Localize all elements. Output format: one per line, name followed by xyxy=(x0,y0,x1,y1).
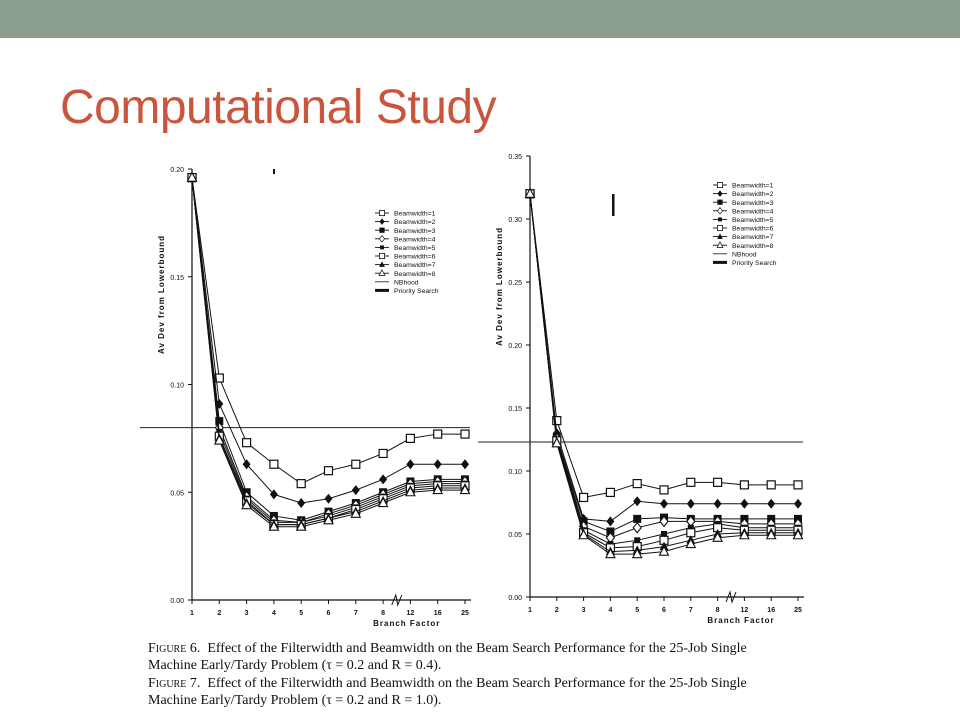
data-point-bw1 xyxy=(379,449,387,457)
legend-label: Priority Search xyxy=(732,260,777,267)
x-tick-label: 6 xyxy=(326,610,331,617)
y-tick-label: 0.20 xyxy=(170,167,184,174)
legend-label: NBhood xyxy=(394,279,419,287)
caption-figure-6 xyxy=(148,640,828,674)
legend-label: Priority Search xyxy=(394,288,439,295)
x-tick-label: 1 xyxy=(528,607,532,614)
data-point-bw1 xyxy=(633,480,641,488)
data-point-bw1 xyxy=(660,486,668,494)
y-tick-label: 0.10 xyxy=(508,469,522,476)
data-point-bw2 xyxy=(325,494,333,504)
legend-marker xyxy=(717,208,722,215)
x-tick-label: 12 xyxy=(406,610,415,617)
slide-title: Computational Study xyxy=(60,81,497,134)
data-point-bw2 xyxy=(687,499,695,509)
x-tick-label: 16 xyxy=(433,610,442,617)
data-point-bw2 xyxy=(714,499,722,509)
data-point-bw2 xyxy=(767,499,775,509)
legend-marker xyxy=(379,210,384,215)
x-tick-label: 2 xyxy=(554,607,559,614)
data-point-bw1 xyxy=(767,481,775,489)
scan-mark xyxy=(612,194,615,216)
data-point-bw1 xyxy=(297,480,305,488)
legend-marker xyxy=(717,233,723,239)
legend-label: Beamwidth=5 xyxy=(732,217,774,224)
x-tick-label: 3 xyxy=(244,610,249,617)
legend-label: Beamwidth=3 xyxy=(394,227,436,235)
data-point-bw3 xyxy=(633,515,641,523)
legend-label: Beamwidth=2 xyxy=(732,191,774,199)
legend-marker xyxy=(717,182,722,187)
data-point-bw1 xyxy=(606,488,614,496)
data-point-bw1 xyxy=(270,460,278,468)
caption-text: Effect of the Filterwidth and Beamwidth on the Beam Search Performance for the 25-Job Single xyxy=(207,676,747,691)
scan-mark xyxy=(273,169,275,174)
y-tick-label: 0.10 xyxy=(170,382,184,390)
y-axis-label: Av Dev from Lowerbound xyxy=(157,234,166,355)
y-tick-label: 0.05 xyxy=(508,532,522,539)
legend-label: Beamwidth=4 xyxy=(394,236,436,244)
legend-label: Beamwidth=3 xyxy=(732,199,774,207)
y-tick-label: 0.30 xyxy=(508,217,522,224)
legend-label: Beamwidth=1 xyxy=(732,182,774,190)
axis-break-mark xyxy=(392,595,402,605)
data-point-bw1 xyxy=(325,467,333,475)
x-tick-label: 12 xyxy=(740,607,749,614)
legend-label: Beamwidth=8 xyxy=(732,242,774,250)
legend-marker xyxy=(379,218,384,225)
data-point-bw2 xyxy=(434,459,442,469)
data-point-bw2 xyxy=(794,499,802,509)
data-point-bw1 xyxy=(243,439,251,447)
x-tick-label: 5 xyxy=(299,610,304,617)
legend-label: Beamwidth=7 xyxy=(394,262,436,270)
x-tick-label: 4 xyxy=(608,607,613,614)
legend-marker xyxy=(717,190,722,197)
y-tick-label: 0.35 xyxy=(508,154,522,161)
legend-marker xyxy=(717,242,723,248)
x-tick-label: 4 xyxy=(271,610,276,617)
y-tick-label: 0.20 xyxy=(508,343,522,350)
legend-label: Beamwidth=5 xyxy=(394,245,436,252)
data-point-bw2 xyxy=(660,499,668,509)
x-tick-label: 7 xyxy=(353,610,358,617)
figure-7-chart xyxy=(478,148,818,628)
caption-text: Effect of the Filterwidth and Beamwidth on the Beam Search Performance for the 25-Job Single xyxy=(207,641,747,656)
legend-marker xyxy=(717,225,722,230)
legend-label: Beamwidth=6 xyxy=(732,225,774,233)
legend-marker xyxy=(379,261,385,267)
series-line-2 xyxy=(192,178,465,503)
data-point-bw1 xyxy=(714,478,722,486)
data-point-bw2 xyxy=(633,496,641,506)
data-point-bw2 xyxy=(606,516,614,526)
caption-label: Figure 7. xyxy=(148,676,201,691)
y-axis-label: Av Dev from Lowerbound xyxy=(495,226,504,347)
data-point-bw1 xyxy=(580,493,588,501)
y-tick-label: 0.15 xyxy=(508,406,522,413)
legend-label: NBhood xyxy=(732,251,757,259)
legend-marker xyxy=(380,245,384,249)
legend-label: Beamwidth=6 xyxy=(394,253,436,261)
data-point-bw2 xyxy=(379,474,387,484)
caption-figure-7 xyxy=(148,675,828,709)
data-point-bw1 xyxy=(687,478,695,486)
data-point-bw1 xyxy=(352,460,360,468)
x-tick-label: 2 xyxy=(217,610,222,617)
data-point-bw4 xyxy=(633,523,641,533)
legend-label: Beamwidth=7 xyxy=(732,234,774,242)
legend-label: Beamwidth=2 xyxy=(394,219,436,227)
data-point-bw1 xyxy=(461,430,469,438)
x-tick-label: 6 xyxy=(662,607,666,614)
x-tick-label: 25 xyxy=(461,610,469,617)
y-tick-label: 0.00 xyxy=(170,598,184,605)
y-tick-label: 0.05 xyxy=(170,490,184,498)
slide-top-bar xyxy=(0,0,960,38)
legend-marker xyxy=(379,236,384,243)
legend-marker xyxy=(717,200,722,205)
data-point-bw1 xyxy=(434,430,442,438)
data-point-bw2 xyxy=(406,459,414,469)
legend-marker xyxy=(379,228,384,233)
legend-marker xyxy=(379,253,384,258)
legend-marker xyxy=(379,270,385,276)
legend-label: Beamwidth=8 xyxy=(394,270,436,278)
axis-break-mark xyxy=(726,592,736,602)
caption-text-line2: Machine Early/Tardy Problem (τ = 0.2 and R = 0.4). xyxy=(148,658,442,673)
x-tick-label: 1 xyxy=(190,610,194,617)
x-axis-label: Branch Factor xyxy=(707,616,775,625)
data-point-bw1 xyxy=(740,481,748,489)
y-tick-label: 0.25 xyxy=(508,280,522,287)
x-tick-label: 8 xyxy=(715,607,720,614)
data-point-bw2 xyxy=(352,485,360,495)
y-tick-label: 0.00 xyxy=(508,595,522,602)
data-point-bw2 xyxy=(740,499,748,509)
x-tick-label: 7 xyxy=(688,607,693,614)
data-point-bw2 xyxy=(297,498,305,508)
legend-label: Beamwidth=1 xyxy=(394,210,436,218)
caption-label: Figure 6. xyxy=(148,641,201,656)
x-tick-label: 3 xyxy=(581,607,586,614)
data-point-bw1 xyxy=(406,434,414,442)
y-tick-label: 0.15 xyxy=(170,274,184,282)
caption-text-line2: Machine Early/Tardy Problem (τ = 0.2 and R = 1.0). xyxy=(148,693,442,708)
data-point-bw2 xyxy=(461,459,469,469)
x-tick-label: 8 xyxy=(381,610,386,617)
x-tick-label: 16 xyxy=(767,607,776,614)
figure-6-chart xyxy=(140,155,480,635)
x-tick-label: 25 xyxy=(794,607,802,614)
legend-label: Beamwidth=4 xyxy=(732,208,774,216)
data-point-bw1 xyxy=(794,481,802,489)
x-tick-label: 5 xyxy=(635,607,640,614)
x-axis-label: Branch Factor xyxy=(373,619,441,628)
legend-marker xyxy=(718,217,722,221)
